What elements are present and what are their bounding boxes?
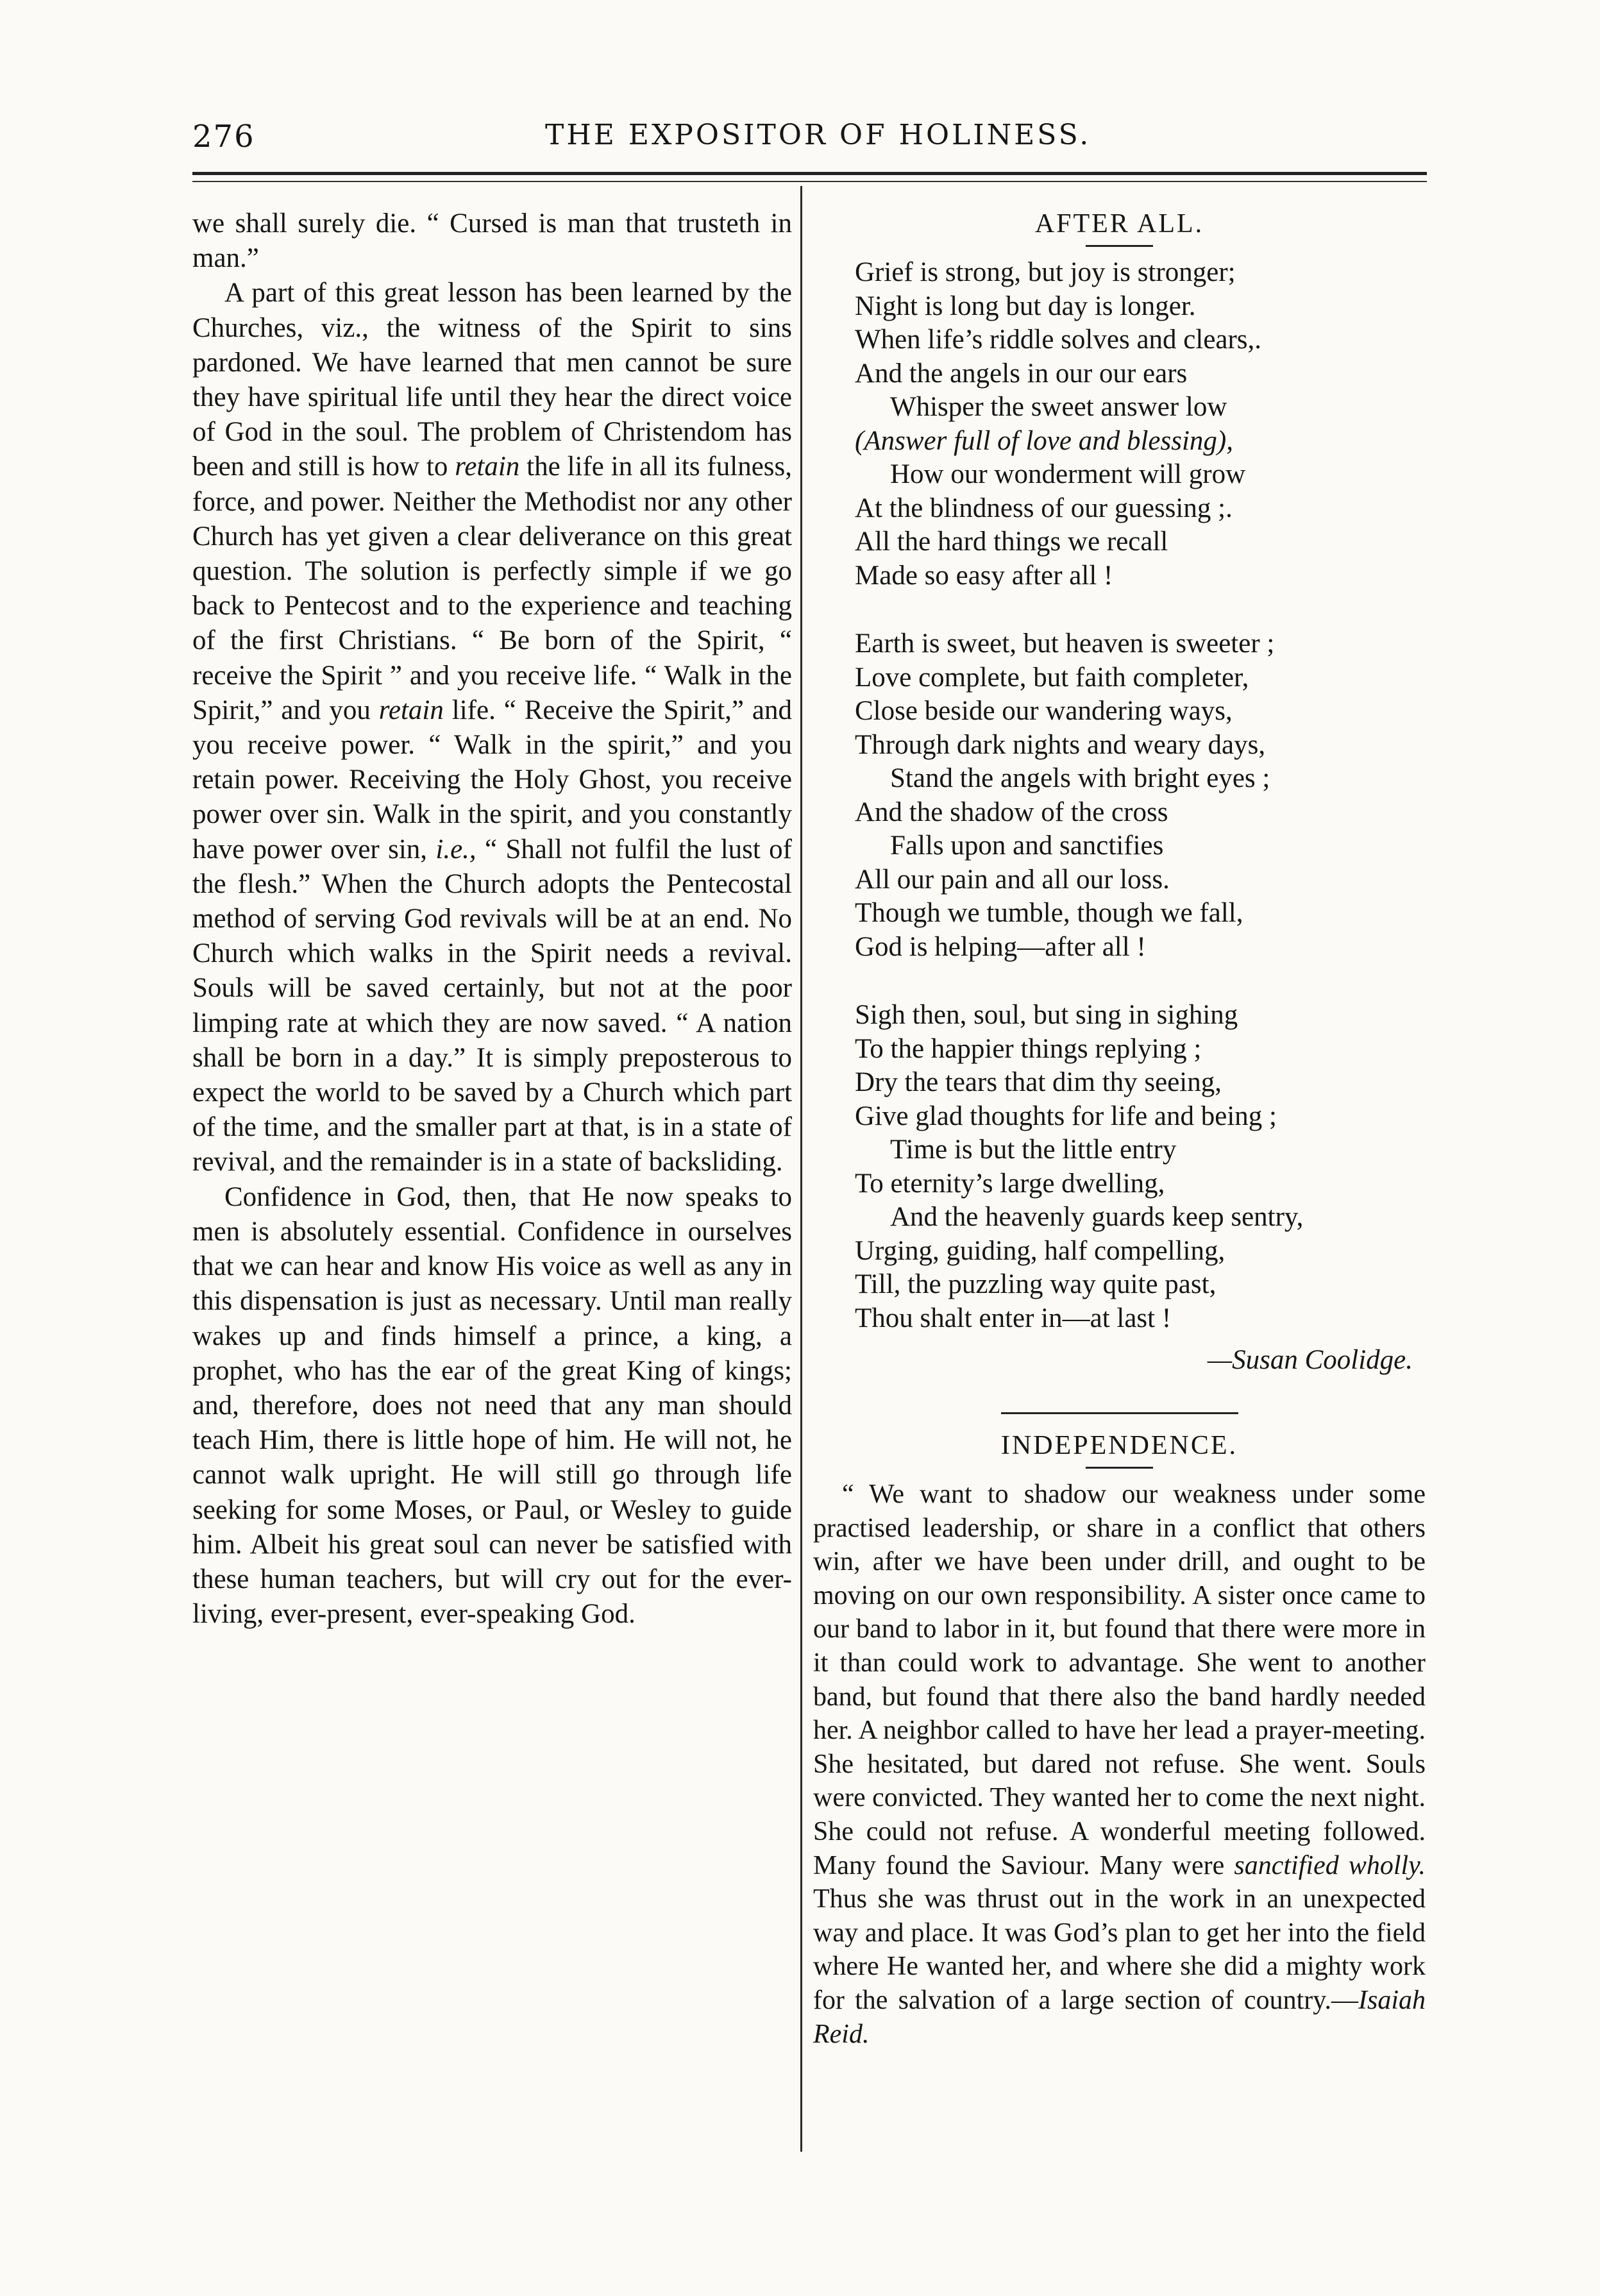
poem-stanza [813,999,1426,1335]
column-divider [800,186,802,2152]
poem-line: Stand the angels with bright eyes ; [890,763,1270,793]
text-run: Confidence in God, then, that He now speaks to men is absolutely essential. Confidence in ourselves that we can hear and know His voice as well as any in this dispensation is just as necessary. Until man really wakes up and finds himself a prince, a king, a prophet, who has the ear of the great King of kings; and, therefore, does not need that any man should teach Him, there is little hope of him. He will not, he cannot walk upright. He will still go through life seeking for some Moses, or Paul, or Wesley to guide him. Albeit his great soul can never be satisfied with these human teachers, but will cry out for the ever-living, ever-present, ever-speaking God. [192,1181,792,1630]
italic-text: i.e., [435,834,476,865]
poem-line: To the happier things replying ; [855,1033,1202,1064]
poem-line: Till, the puzzling way quite past, [855,1269,1217,1299]
independence-title-rule [1086,1467,1153,1469]
text-run: A part of this great lesson has been learned by the Churches, viz., the witness of the Spirit to sins pardoned. We have learned that men cannot be sure they have spiritual life until they hear the direct voice of God in the soul. The problem of Christendom has been and still is how to [192,278,792,482]
poem-line: (Answer full of love and blessing), [855,425,1233,456]
poem-line: And the shadow of the cross [855,797,1168,827]
text-run: “ We want to shadow our weakness under some practised leadership, or share in a conflict that others win, after we have been under drill, and ought to be moving on our own responsibility. A sister once came to our band to labor in it, but found that there were more in it than could work to advantage. She went to another band, but found that there also the band hardly needed her. A neighbor called to have her lead a prayer-meeting. She hesitated, but dared not refuse. She went. Souls were convicted. They wanted her to come the next night. She could not refuse. A wonderful meeting followed. Many found the Saviour. Many were [813,1480,1426,1880]
section-separator-rule [1001,1412,1238,1414]
poem-line: To eternity’s large dwelling, [855,1168,1165,1199]
poem-line: Sigh then, soul, but sing in sighing [855,1000,1238,1030]
poem-line: Through dark nights and weary days, [855,729,1266,760]
poem-line: All the hard things we recall [855,527,1168,557]
text-run: life. “ Receive the Spirit,” and you receive power. “ Walk in the spirit,” and you retain power. Receiving the Holy Ghost, you receive power over sin. Walk in the spirit, and you constantly have power over sin, [192,695,792,865]
poem-line: Night is long but day is longer. [855,291,1196,321]
poem-line: And the heavenly guards keep sentry, [890,1202,1304,1232]
poem-line: Earth is sweet, but heaven is sweeter ; [855,629,1275,659]
article-paragraph [192,1180,792,1632]
italic-text: retain [378,695,444,725]
poem-line: And the angels in our our ears [855,358,1188,389]
article-paragraph [192,207,792,276]
poem-line: God is helping—after all ! [855,931,1146,962]
independence-title: INDEPENDENCE. [1000,1431,1238,1460]
poem-line: Time is but the little entry [890,1135,1177,1165]
poem-line: Close beside our wandering ways, [855,696,1233,726]
poem-line: Thou shalt enter in—at last ! [855,1303,1172,1333]
poem-line: When life’s riddle solves and clears,. [855,325,1262,355]
poem-line: At the blindness of our guessing ;. [855,493,1233,523]
poem-title: AFTER ALL. [1034,209,1204,239]
page-header [192,112,1427,170]
right-column [813,207,1426,2051]
header-rule-thin [192,181,1427,182]
poem-line: Grief is strong, but joy is stronger; [855,257,1236,287]
independence-paragraph [813,1478,1426,2051]
poem-line: Give glad thoughts for life and being ; [855,1101,1277,1131]
poem-line: Urging, guiding, half compelling, [855,1235,1225,1266]
text-run: we shall surely die. “ Cursed is man that trusteth in man.” [192,208,792,274]
poem-line: Though we tumble, though we fall, [855,898,1243,928]
poem-line: Whisper the sweet answer low [890,392,1227,422]
left-column-article [192,207,792,1632]
article-paragraph [192,276,792,1179]
text-run: “ Shall not fulfil the lust of the flesh.” When the Church adopts the Pentecostal method of serving God revivals will be at an end. No Church which walks in the Spirit needs a revival. Souls will be saved certainly, but not at the poor limping rate at which they are now saved. “ A nation shall be born in a day.” It is simply preposterous to expect the world to be saved by a Church which part of the time, and the smaller part at that, is in a state of revival, and the remainder is in a state of backsliding. [192,834,793,1178]
text-run: the life in all its fulness, force, and power. Neither the Methodist nor any other Church has yet given a clear deliverance on this great question. The solution is perfectly simple if we go back to Pentecost and to the experience and teaching of the first Christians. “ Be born of the Spirit, “ receive the Spirit ” and you receive life. “ Walk in the Spirit,” and you [192,452,792,725]
poem-line: All our pain and all our loss. [855,864,1170,895]
poem-stanza [813,256,1426,593]
text-run: Thus she was thrust out in the work in an unexpected way and place. It was God’s plan to get her into the field where He wanted her, and where she did a mighty work for the salvation of a large section of country.— [813,1884,1426,2015]
poem-line: Love complete, but faith completer, [855,662,1249,693]
page-number: 276 [192,119,255,155]
running-title: THE EXPOSITOR OF HOLINESS. [545,119,1091,151]
poem-line: Dry the tears that dim thy seeing, [855,1067,1222,1097]
poem-line: Falls upon and sanctifies [890,831,1164,861]
poem-line: How our wonderment will grow [890,459,1246,489]
poem-title-rule [1086,245,1153,247]
header-rule-thick [192,172,1427,175]
poem-attribution: —Susan Coolidge. [1207,1345,1413,1375]
poem-body [813,256,1426,1335]
italic-text: retain [455,452,520,482]
poem-line: Made so easy after all ! [855,560,1113,591]
italic-text: Isaiah Reid. [813,1985,1426,2049]
poem-stanza [813,627,1426,964]
italic-text: sanctified wholly. [1234,1850,1426,1880]
